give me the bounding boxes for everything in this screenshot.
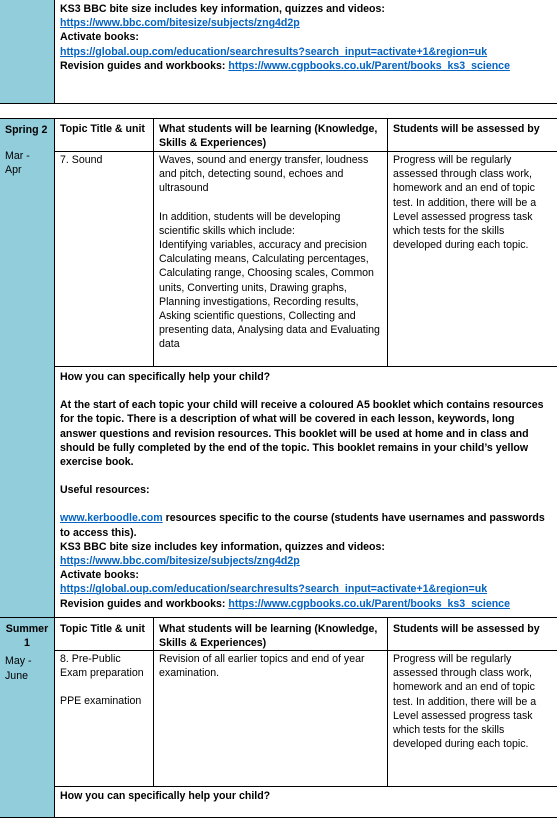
summer1-term-column <box>0 618 54 818</box>
revision-label: Revision guides and workbooks: <box>60 59 229 72</box>
grid-line <box>54 617 55 818</box>
summer1-term-label-1: Summer <box>5 623 49 635</box>
summer1-header-learning: What students will be learning (Knowledge, Skills & Experiences) <box>159 623 378 650</box>
summer1-header-topic: Topic Title & unit <box>60 623 145 635</box>
summer1-months: May - June <box>5 655 32 682</box>
spring2-revision-label: Revision guides and workbooks: <box>60 597 229 610</box>
summer1-term-label-2: 1 <box>24 637 30 650</box>
activate-link[interactable]: https://global.oup.com/education/searchresults?search_input=activate+1&region=uk <box>60 45 488 58</box>
spring2-activate-label: Activate books: <box>60 569 139 582</box>
spring2-term-label: Spring 2 <box>5 124 48 136</box>
bbc-label: KS3 BBC bite size includes key information, quizzes and videos: <box>60 3 385 15</box>
summer1-assessment: Progress will be regularly assessed through class work, homework and an end of topic test. In addition, there will be a Level assessed progress task which tests for the skills developed during each topic. <box>393 653 537 751</box>
top-term-cell <box>0 0 54 104</box>
spring2-help-text: At the start of each topic your child will receive a coloured A5 booklet which contains resources for the topic. There is a description of what will be covered in each lesson, keywords, long answer questions and revision resources. This booklet will be used at home and in class and should be fully completed by the end of the topic. This booklet remains in your child’s yellow exercise book. <box>60 399 544 469</box>
spring2-bbc-label: KS3 BBC bite size includes key information, quizzes and videos: <box>60 540 385 553</box>
summer1-header-assessed: Students will be assessed by <box>393 623 540 635</box>
activate-label: Activate books: <box>60 31 139 44</box>
summer1-topic-2: PPE examination <box>60 695 142 708</box>
grid-line <box>0 118 557 119</box>
grid-line <box>54 118 55 618</box>
grid-line <box>153 617 154 787</box>
spring2-header-learning: What students will be learning (Knowledge, Skills & Experiences) <box>159 123 378 150</box>
spring2-months: Mar - Apr <box>5 150 30 177</box>
grid-line <box>54 366 557 367</box>
spring2-term-column <box>0 118 54 617</box>
grid-line <box>54 786 557 787</box>
grid-line <box>54 650 557 651</box>
summer1-help-heading: How you can specifically help your child? <box>60 790 271 802</box>
revision-link[interactable]: https://www.cgpbooks.co.uk/Parent/books_ks3_science <box>228 59 510 72</box>
kerboodle-link[interactable]: www.kerboodle.com <box>60 512 163 525</box>
top-resources-cell <box>55 0 557 104</box>
spring2-useful-heading: Useful resources: <box>60 484 150 497</box>
spring2-learning-main: Waves, sound and energy transfer, loudness and pitch, detecting sound, echoes and ultrasound <box>159 154 369 195</box>
spring2-learning-skills: Identifying variables, accuracy and precision Calculating means, Calculating percentages, Calculating range, Choosing scales, Common units, Converting units, Drawing graphs, Planning investigations, Recording results, Asking scientific questions, Collecting and presenting data, Analysing data and Evaluating data <box>159 239 380 351</box>
spring2-header-assessed: Students will be assessed by <box>393 123 540 135</box>
grid-line <box>54 151 557 152</box>
grid-line <box>387 617 388 787</box>
spring2-help-cell <box>55 367 557 617</box>
spring2-learning-intro: In addition, students will be developing scientific skills which include: <box>159 210 341 237</box>
spring2-assessment: Progress will be regularly assessed through class work, homework and an end of topic test. In addition, there will be a Level assessed progress task which tests for the skills developed during each topic. <box>393 154 537 252</box>
summer1-topic-1: 8. Pre-Public Exam preparation <box>60 653 144 680</box>
spring2-topic: 7. Sound <box>60 154 103 166</box>
summer1-learning: Revision of all earlier topics and end of year examination. <box>159 653 365 680</box>
kerboodle-text: resources specific to the course (students have usernames and passwords to access this). <box>60 512 545 539</box>
grid-line <box>0 617 557 618</box>
grid-line <box>54 0 55 104</box>
spring2-learning <box>154 152 387 366</box>
spring2-bbc-link[interactable]: https://www.bbc.com/bitesize/subjects/zng4d2p <box>60 555 300 568</box>
spring2-header-topic: Topic Title & unit <box>60 123 145 135</box>
grid-line <box>153 118 154 367</box>
spring2-help-heading: How you can specifically help your child? <box>60 371 271 383</box>
bbc-link[interactable]: https://www.bbc.com/bitesize/subjects/zng4d2p <box>60 17 300 30</box>
summer1-topic <box>55 651 153 786</box>
grid-line <box>0 103 557 104</box>
spring2-revision-link[interactable]: https://www.cgpbooks.co.uk/Parent/books_ks3_science <box>228 597 510 610</box>
grid-line <box>387 118 388 367</box>
spring2-activate-link[interactable]: https://global.oup.com/education/searchresults?search_input=activate+1&region=uk <box>60 583 488 596</box>
